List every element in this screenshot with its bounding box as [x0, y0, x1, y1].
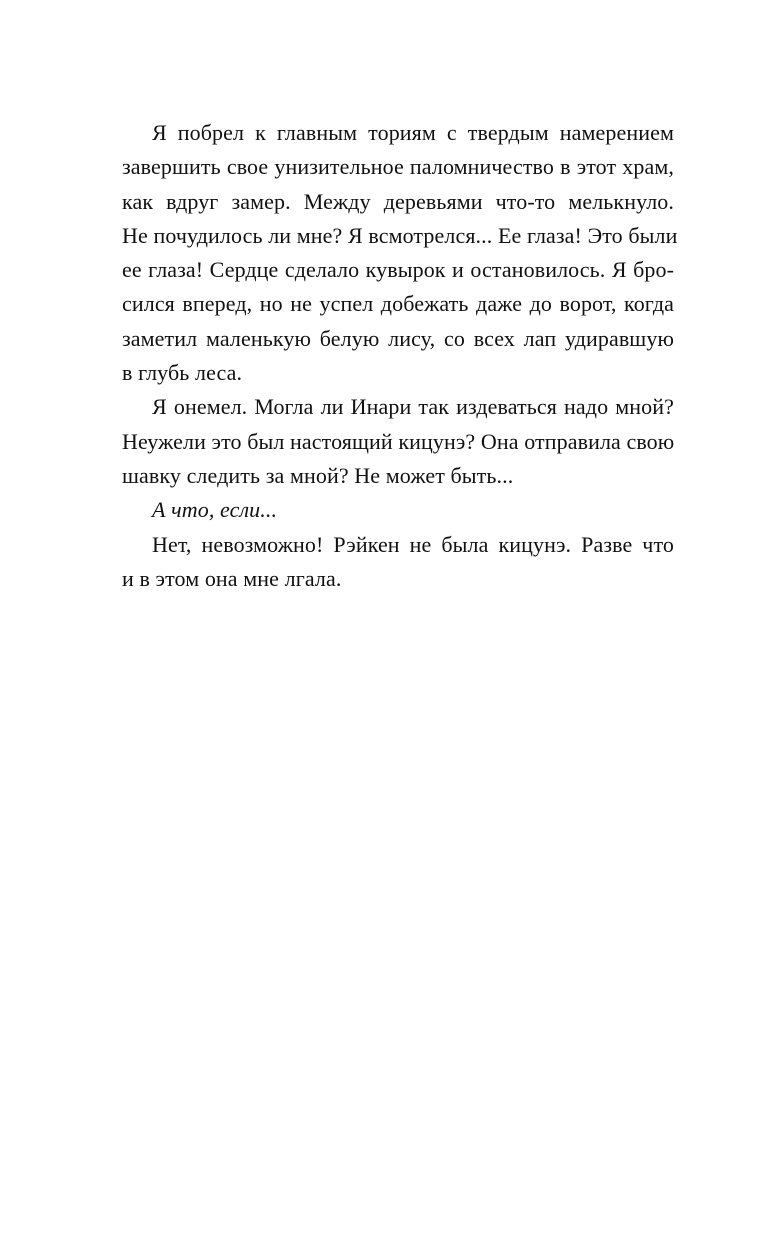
text-line: Не почудилось ли мне? Я всмотрелся... Ее глаза! Это были	[122, 222, 678, 248]
text-line: и в этом она мне лгала.	[122, 565, 342, 591]
italic-paragraph	[122, 493, 674, 527]
paragraph	[122, 528, 674, 597]
text-line: как вдруг замер. Между деревьями что-то мелькнуло.	[122, 188, 674, 214]
text-line: завершить свое унизительное паломничество в этот храм,	[122, 154, 674, 180]
text-line: заметил маленькую белую лису, со всех лап удиравшую	[122, 325, 674, 351]
text-line: ее глаза! Сердце сделало кувырок и остановилось. Я бро-	[122, 257, 674, 283]
text-line: Неужели это был настоящий кицунэ? Она отправила свою	[122, 428, 675, 454]
text-line: шавку следить за мной? Не может быть...	[122, 462, 514, 488]
text-line: сился вперед, но не успел добежать даже до ворот, когда	[122, 291, 674, 317]
text-line: Нет, невозможно! Рэйкен не была кицунэ. Разве что	[152, 531, 674, 557]
paragraph	[122, 390, 674, 493]
text-line: в глубь леса.	[122, 360, 243, 386]
text-line: Я побрел к главным ториям с твердым намерением	[152, 120, 674, 145]
page-text	[122, 116, 678, 596]
text-line: Я онемел. Могла ли Инари так издеваться надо мной?	[152, 394, 674, 420]
paragraph	[122, 116, 678, 390]
text-line: А что, если...	[152, 497, 278, 523]
